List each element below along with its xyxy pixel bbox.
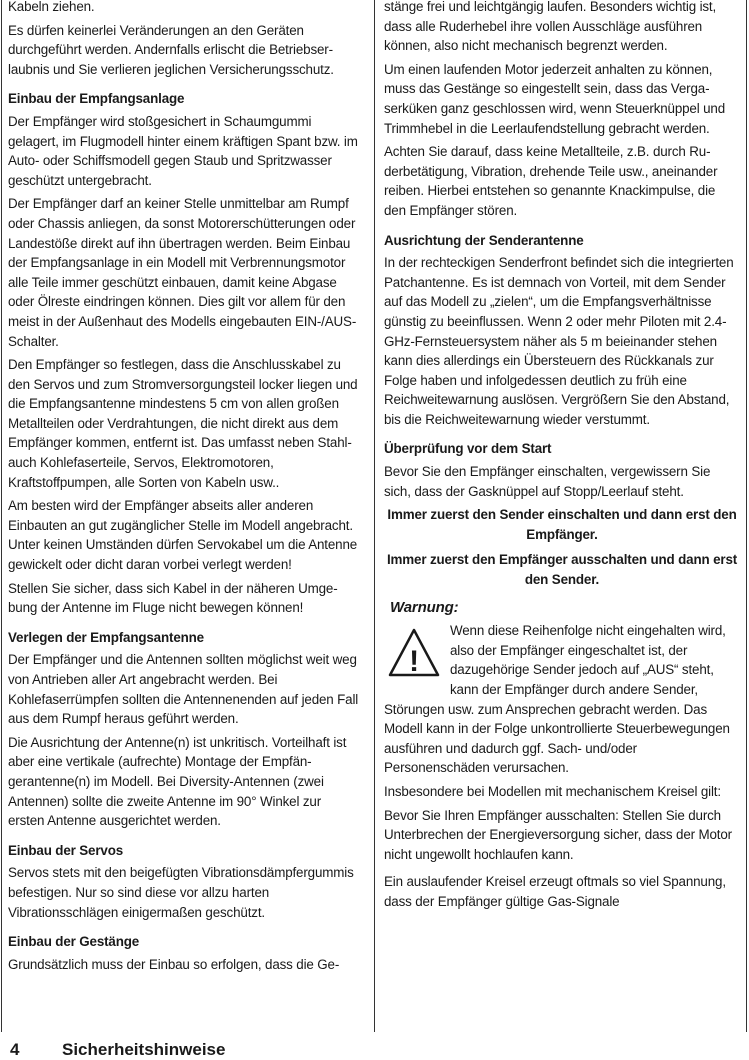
rule-switch-on: Immer zuerst den Sender einschalten und dann erst den Empfänger. bbox=[387, 507, 737, 542]
paragraph: Bevor Sie Ihren Empfänger ausschalten: Stellen Sie durch Unterbrechen der Energieversorgung sicher, dass der Motor nicht ungewollt hochlaufen kann. bbox=[384, 807, 732, 862]
paragraph: Um einen laufenden Motor jederzeit anhalten zu können, muss das Gestänge so eingestellt sein, dass das Vergaserküken ganz geschlossen wird, wenn Steuerknüppel und Trimmhebel in die Leerlaufendstellung gebracht werden. bbox=[384, 61, 726, 136]
page-footer bbox=[0, 1036, 749, 1060]
paragraph: Am besten wird der Empfänger abseits aller anderen Einbauten an gut zugänglicher Stelle im Modell angebracht. Unter keinen Umständen dürfen Servokabel um die Antenne gewickelt oder dicht daran vorbei verlegt werden! bbox=[8, 498, 358, 573]
paragraph: Die Ausrichtung der Antenne(n) ist unkritisch. Vorteilhaft ist aber eine vertikale (aufrechte) Montage der Empfängerantenne(n) im Modell. Bei Diversity-Antennen (zwei Antennen) sollte die zweite Antenne im 90° Winkel zur ersten Antenne ausgerichtet werden. bbox=[8, 734, 347, 829]
paragraph: Der Empfänger darf an keiner Stelle unmittelbar am Rumpf oder Chassis anliegen, da sonst Motorerschütterungen oder Landestöße direkt auf ihn übertragen werden. Beim Einbau der Empfangsanlage in ein Modell mit Verbrennungsmotor alle Teile immer geschützt einbauen, damit keine Abgase oder Ölreste eindringen können. Dies gilt vor allem für den meist in der Außenhaut des Modells eingebauten EIN-/AUS-Schalter. bbox=[8, 196, 357, 349]
heading-gestaenge: Einbau der Gestänge bbox=[8, 934, 140, 950]
warning-title: Warnung: bbox=[390, 598, 459, 616]
heading-empfangsantenne: Verlegen der Empfangsantenne bbox=[8, 629, 204, 645]
column-divider bbox=[374, 0, 375, 1032]
paragraph: Servos stets mit den beigefügten Vibrationsdämpfergummis befestigen. Nur so sind diese vor allzu harten Vibrationsschlägen einigermaßen geschützt. bbox=[8, 865, 354, 920]
paragraph: stänge frei und leichtgängig laufen. Besonders wichtig ist, dass alle Ruderhebel ihre vollen Ausschläge ausführen können, also nicht mechanisch begrenzt werden. bbox=[384, 0, 717, 54]
right-column bbox=[384, 0, 744, 1032]
paragraph: Den Empfänger so festlegen, dass die Anschlusskabel zu den Servos und zum Stromversorgungsteil locker liegen und die Empfangsantenne mindestens 5 cm von allen großen Metallteilen oder Verdrahtungen, die nicht direkt aus dem Empfänger kommen, entfernt ist. Das umfasst neben Stahl- auch Kohlefaserteile, Servos, Elektromotoren, Kraftstoffpumpen, alle Sorten von Kabeln usw.. bbox=[8, 357, 358, 490]
paragraph: Es dürfen keinerlei Veränderungen an den Geräten durchgeführt werden. Andernfalls erlischt die Betriebserlaubnis und Sie verlieren jeglichen Versicherungsschutz. bbox=[8, 22, 334, 77]
paragraph: Achten Sie darauf, dass keine Metallteile, z.B. durch Ruderbetätigung, Vibration, drehende Teile usw., aneinander reiben. Hierbei entstehen so genannte Knackimpulse, die den Empfänger stören. bbox=[384, 144, 718, 218]
left-column bbox=[8, 0, 365, 1032]
heading-servos: Einbau der Servos bbox=[8, 842, 124, 858]
left-border-rule bbox=[1, 0, 2, 1032]
paragraph: Der Empfänger und die Antennen sollten möglichst weit weg von Antrieben aller Art angebracht werden. Bei Kohlefaserrümpfen sollten die Antennenenden auf jeden Fall aus dem Rumpf heraus geführt werden. bbox=[8, 652, 359, 727]
section-title: Sicherheitshinweise bbox=[62, 1040, 226, 1059]
paragraph: In der rechteckigen Senderfront befindet sich die integrierten Patchantenne. Es ist demnach von Vorteil, mit dem Sender auf das Modell zu „zielen“, um die Empfangsverhältnisse günstig zu beeinflussen. Wenn 2 oder mehr Piloten mit 2.4-GHz-Fernsteuersystem näher als 5 m beieinander stehen kann dies allerdings ein Übersteuern des Rückkanals zur Folge haben und infolgedessen deutlich zu früh eine Reichweitewarnung auslösen. Vergrößern Sie den Abstand, bis die Reichweitewarnung wieder verstummt. bbox=[384, 255, 734, 427]
paragraph: Stellen Sie sicher, dass sich Kabel in der näheren Umgebung der Antenne im Fluge nicht bewegen können! bbox=[8, 580, 338, 616]
warning-triangle-icon bbox=[388, 627, 440, 679]
heading-start-check: Überprüfung vor dem Start bbox=[384, 441, 552, 457]
paragraph: Kabeln ziehen. bbox=[8, 0, 95, 14]
warning-exclamation: ! bbox=[409, 645, 419, 679]
paragraph: Der Empfänger wird stoßgesichert in Schaumgummi gelagert, im Flugmodell hinter einem kräftigen Spant bzw. im Auto- oder Schiffsmodell gegen Staub und Spritzwasser geschützt untergebracht. bbox=[8, 113, 358, 188]
warning-text: Wenn diese Reihenfolge nicht eingehalten wird, also der Empfänger eingeschaltet ist, der dazugehörige Sender jedoch auf „AUS“ steht, kann der Empfänger durch andere Sender, Störungen usw. zum Ansprechen gebracht werden. Das Modell kann in der Folge unkontrollierte Steuerbewegungen ausführen und dadurch ggf. Sach- und/oder Personenschäden verursachen. bbox=[384, 623, 730, 776]
heading-empfangsanlage: Einbau der Empfangsanlage bbox=[8, 91, 185, 107]
paragraph: Ein auslaufender Kreisel erzeugt oftmals so viel Spannung, dass der Empfänger gültige Gas-Signale bbox=[384, 874, 726, 909]
paragraph: Insbesondere bei Modellen mit mechanischem Kreisel gilt: bbox=[384, 783, 721, 799]
paragraph: Grundsätzlich muss der Einbau so erfolgen, dass die Ge- bbox=[8, 956, 340, 972]
heading-senderantenne: Ausrichtung der Senderantenne bbox=[384, 232, 584, 248]
page-number: 4 bbox=[10, 1040, 20, 1059]
paragraph: Bevor Sie den Empfänger einschalten, vergewissern Sie sich, dass der Gasknüppel auf Stopp/Leerlauf steht. bbox=[384, 464, 711, 499]
rule-switch-off: Immer zuerst den Empfänger ausschalten und dann erst den Sender. bbox=[386, 552, 738, 588]
right-border-rule bbox=[746, 0, 747, 1032]
